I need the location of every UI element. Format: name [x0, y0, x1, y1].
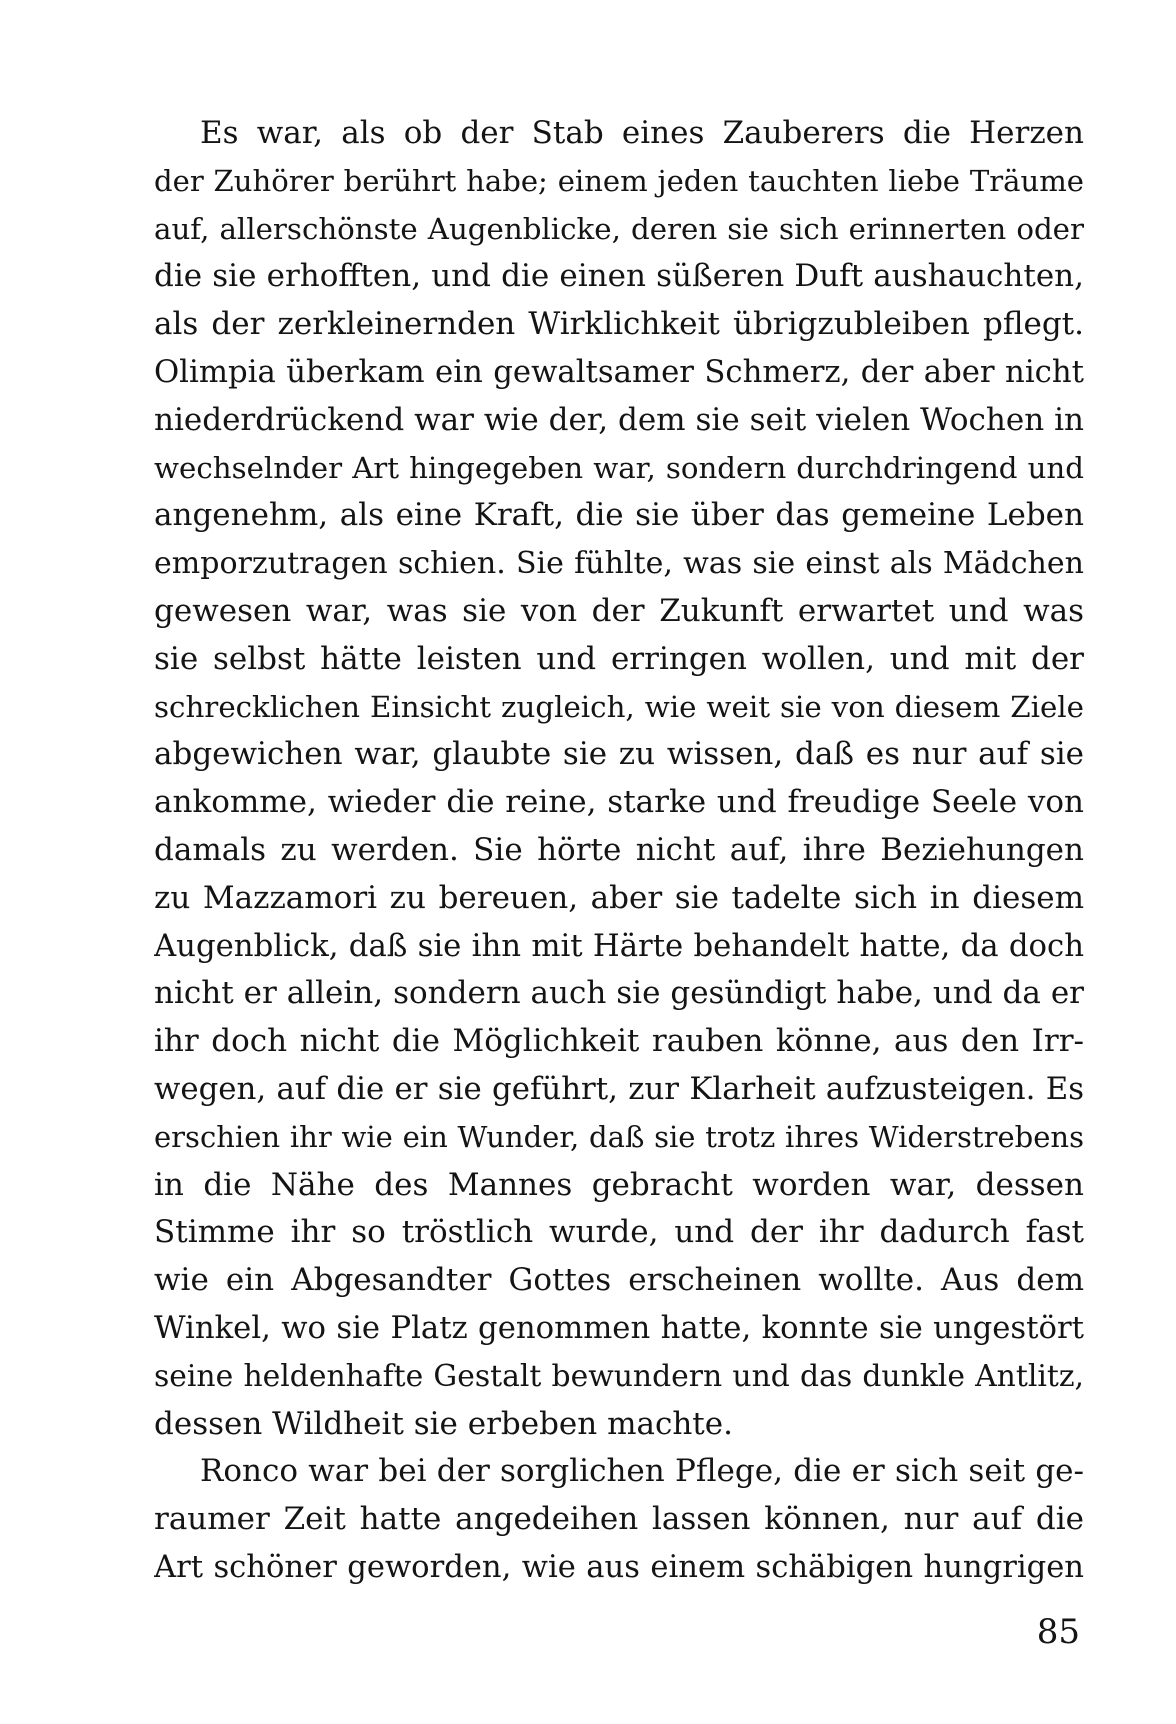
text-line: gewesen war, was sie von der Zukunft erwartet und was: [154, 592, 1084, 629]
body-text: [154, 110, 1084, 1592]
text-line: wegen, auf die er sie geführt, zur Klarheit aufzusteigen. Es: [154, 1070, 1084, 1107]
text-line: Stimme ihr so tröstlich wurde, und der ihr dadurch fast: [154, 1214, 1084, 1251]
text-line: dessen Wildheit sie erbeben machte.: [154, 1405, 733, 1442]
text-line: Winkel, wo sie Platz genommen hatte, konnte sie ungestört: [154, 1310, 1084, 1346]
text-line: Ronco war bei der sorglichen Pflege, die er sich seit ge-: [200, 1453, 1084, 1490]
text-line: Augenblick, daß sie ihn mit Härte behandelt hatte, da doch: [154, 927, 1084, 964]
text-line: angenehm, als eine Kraft, die sie über das gemeine Leben: [154, 497, 1084, 534]
text-line: erschien ihr wie ein Wunder, daß sie trotz ihres Widerstrebens: [154, 1119, 1084, 1154]
text-line: niederdrückend war wie der, dem sie seit vielen Wochen in: [154, 401, 1084, 438]
text-line: zu Mazzamori zu bereuen, aber sie tadelte sich in diesem: [154, 879, 1084, 916]
text-line: Art schöner geworden, wie aus einem schäbigen hungrigen: [154, 1549, 1084, 1585]
text-line: sie selbst hätte leisten und erringen wollen, und mit der: [154, 640, 1084, 677]
text-line: auf, allerschönste Augenblicke, deren sie sich erinnerten oder: [154, 211, 1084, 246]
text-line: in die Nähe des Mannes gebracht worden war, dessen: [154, 1166, 1084, 1203]
text-line: seine heldenhafte Gestalt bewundern und das dunkle Antlitz,: [154, 1358, 1084, 1394]
text-line: damals zu werden. Sie hörte nicht auf, ihre Beziehungen: [154, 831, 1084, 868]
text-line: nicht er allein, sondern auch sie gesündigt habe, und da er: [154, 975, 1084, 1012]
page-number: 85: [1036, 1612, 1080, 1652]
text-line: schrecklichen Einsicht zugleich, wie weit sie von diesem Ziele: [154, 689, 1084, 724]
text-line: raumer Zeit hatte angedeihen lassen können, nur auf die: [154, 1501, 1084, 1538]
text-line: abgewichen war, glaubte sie zu wissen, daß es nur auf sie: [154, 736, 1084, 773]
text-line: wechselnder Art hingegeben war, sondern durchdringend und: [154, 450, 1084, 485]
text-line: ankomme, wieder die reine, starke und freudige Seele von: [154, 784, 1084, 821]
text-line: ihr doch nicht die Möglichkeit rauben könne, aus den Irr-: [154, 1023, 1084, 1060]
text-line: als der zerkleinernden Wirklichkeit übrigzubleiben pflegt.: [154, 306, 1084, 343]
text-line: die sie erhofften, und die einen süßeren Duft aushauchten,: [154, 258, 1084, 295]
text-line: Es war, als ob der Stab eines Zauberers die Herzen: [200, 115, 1084, 151]
text-line: wie ein Abgesandter Gottes erscheinen wollte. Aus dem: [154, 1262, 1084, 1299]
text-line: der Zuhörer berührt habe; einem jeden tauchten liebe Träume: [154, 163, 1084, 198]
text-line: emporzutragen schien. Sie fühlte, was sie einst als Mädchen: [154, 546, 1084, 582]
text-line: Olimpia überkam ein gewaltsamer Schmerz, der aber nicht: [154, 353, 1084, 390]
